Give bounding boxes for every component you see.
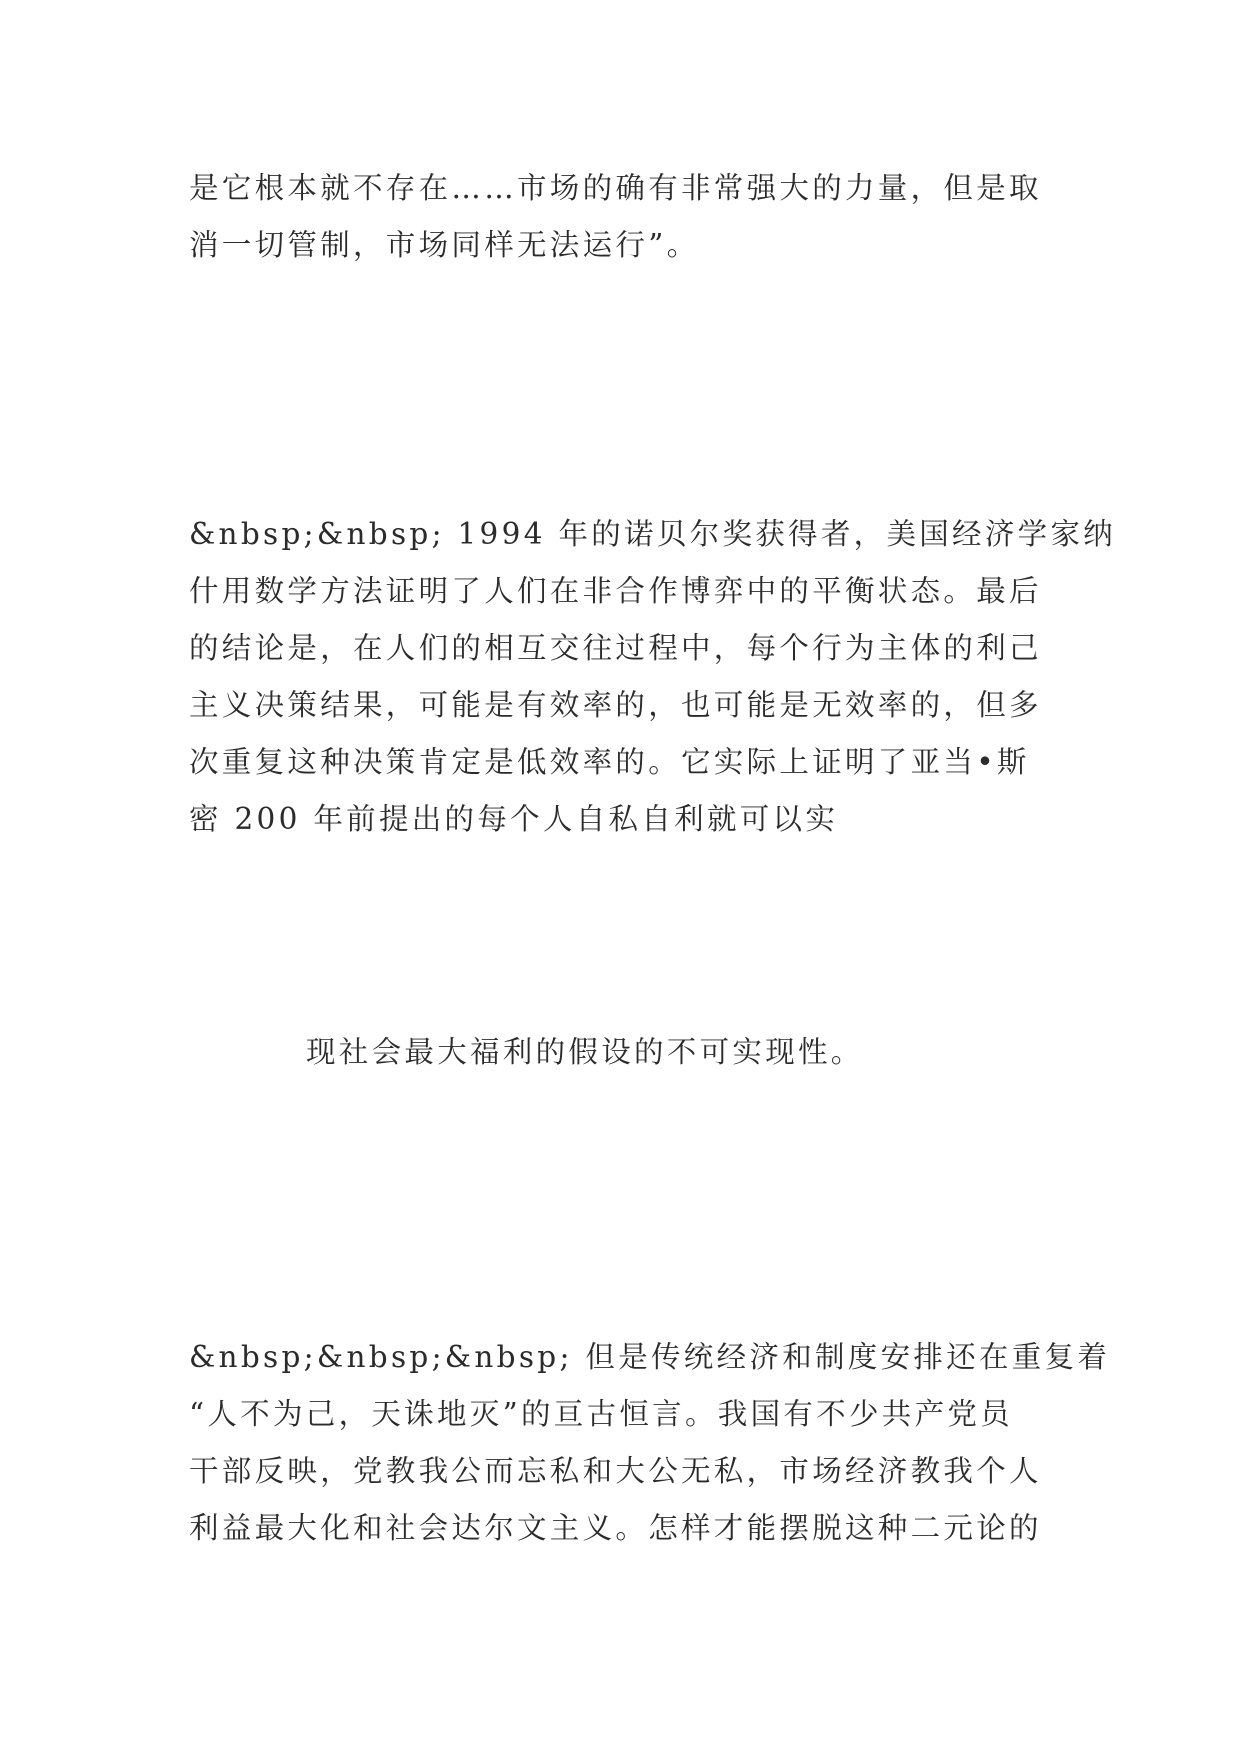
paragraph-1-line-2: 消一切管制，市场同样无法运行”。 [189, 228, 700, 262]
paragraph-4-line-4: 利益最大化和社会达尔文主义。怎样才能摆脱这种二元论的 [189, 1511, 1042, 1545]
paragraph-2-line-5: 次重复这种决策肯定是低效率的。它实际上证明了亚当•斯 [189, 745, 1030, 779]
paragraph-4-line-1: &nbsp;&nbsp;&nbsp; 但是传统经济和制度安排还在重复着 [189, 1340, 1111, 1374]
paragraph-3-line-1: 现社会最大福利的假设的不可实现性。 [306, 1035, 864, 1069]
paragraph-4-line-3: 干部反映，党教我公而忘私和大公无私，市场经济教我个人 [189, 1454, 1042, 1488]
paragraph-2-line-4: 主义决策结果，可能是有效率的，也可能是无效率的，但多 [189, 688, 1042, 722]
paragraph-1-line-1: 是它根本就不存在……市场的确有非常强大的力量，但是取 [189, 171, 1042, 205]
paragraph-2-line-3: 的结论是，在人们的相互交往过程中，每个行为主体的利己 [189, 631, 1042, 665]
paragraph-4-line-2: “人不为己，天诛地灭”的亘古恒言。我国有不少共产党员 [189, 1397, 1013, 1431]
paragraph-2-line-6: 密 200 年前提出的每个人自私自利就可以实 [189, 802, 839, 836]
paragraph-2-line-2: 什用数学方法证明了人们在非合作博弈中的平衡状态。最后 [189, 574, 1042, 608]
paragraph-2-line-1: &nbsp;&nbsp; 1994 年的诺贝尔奖获得者，美国经济学家纳 [189, 517, 1117, 551]
